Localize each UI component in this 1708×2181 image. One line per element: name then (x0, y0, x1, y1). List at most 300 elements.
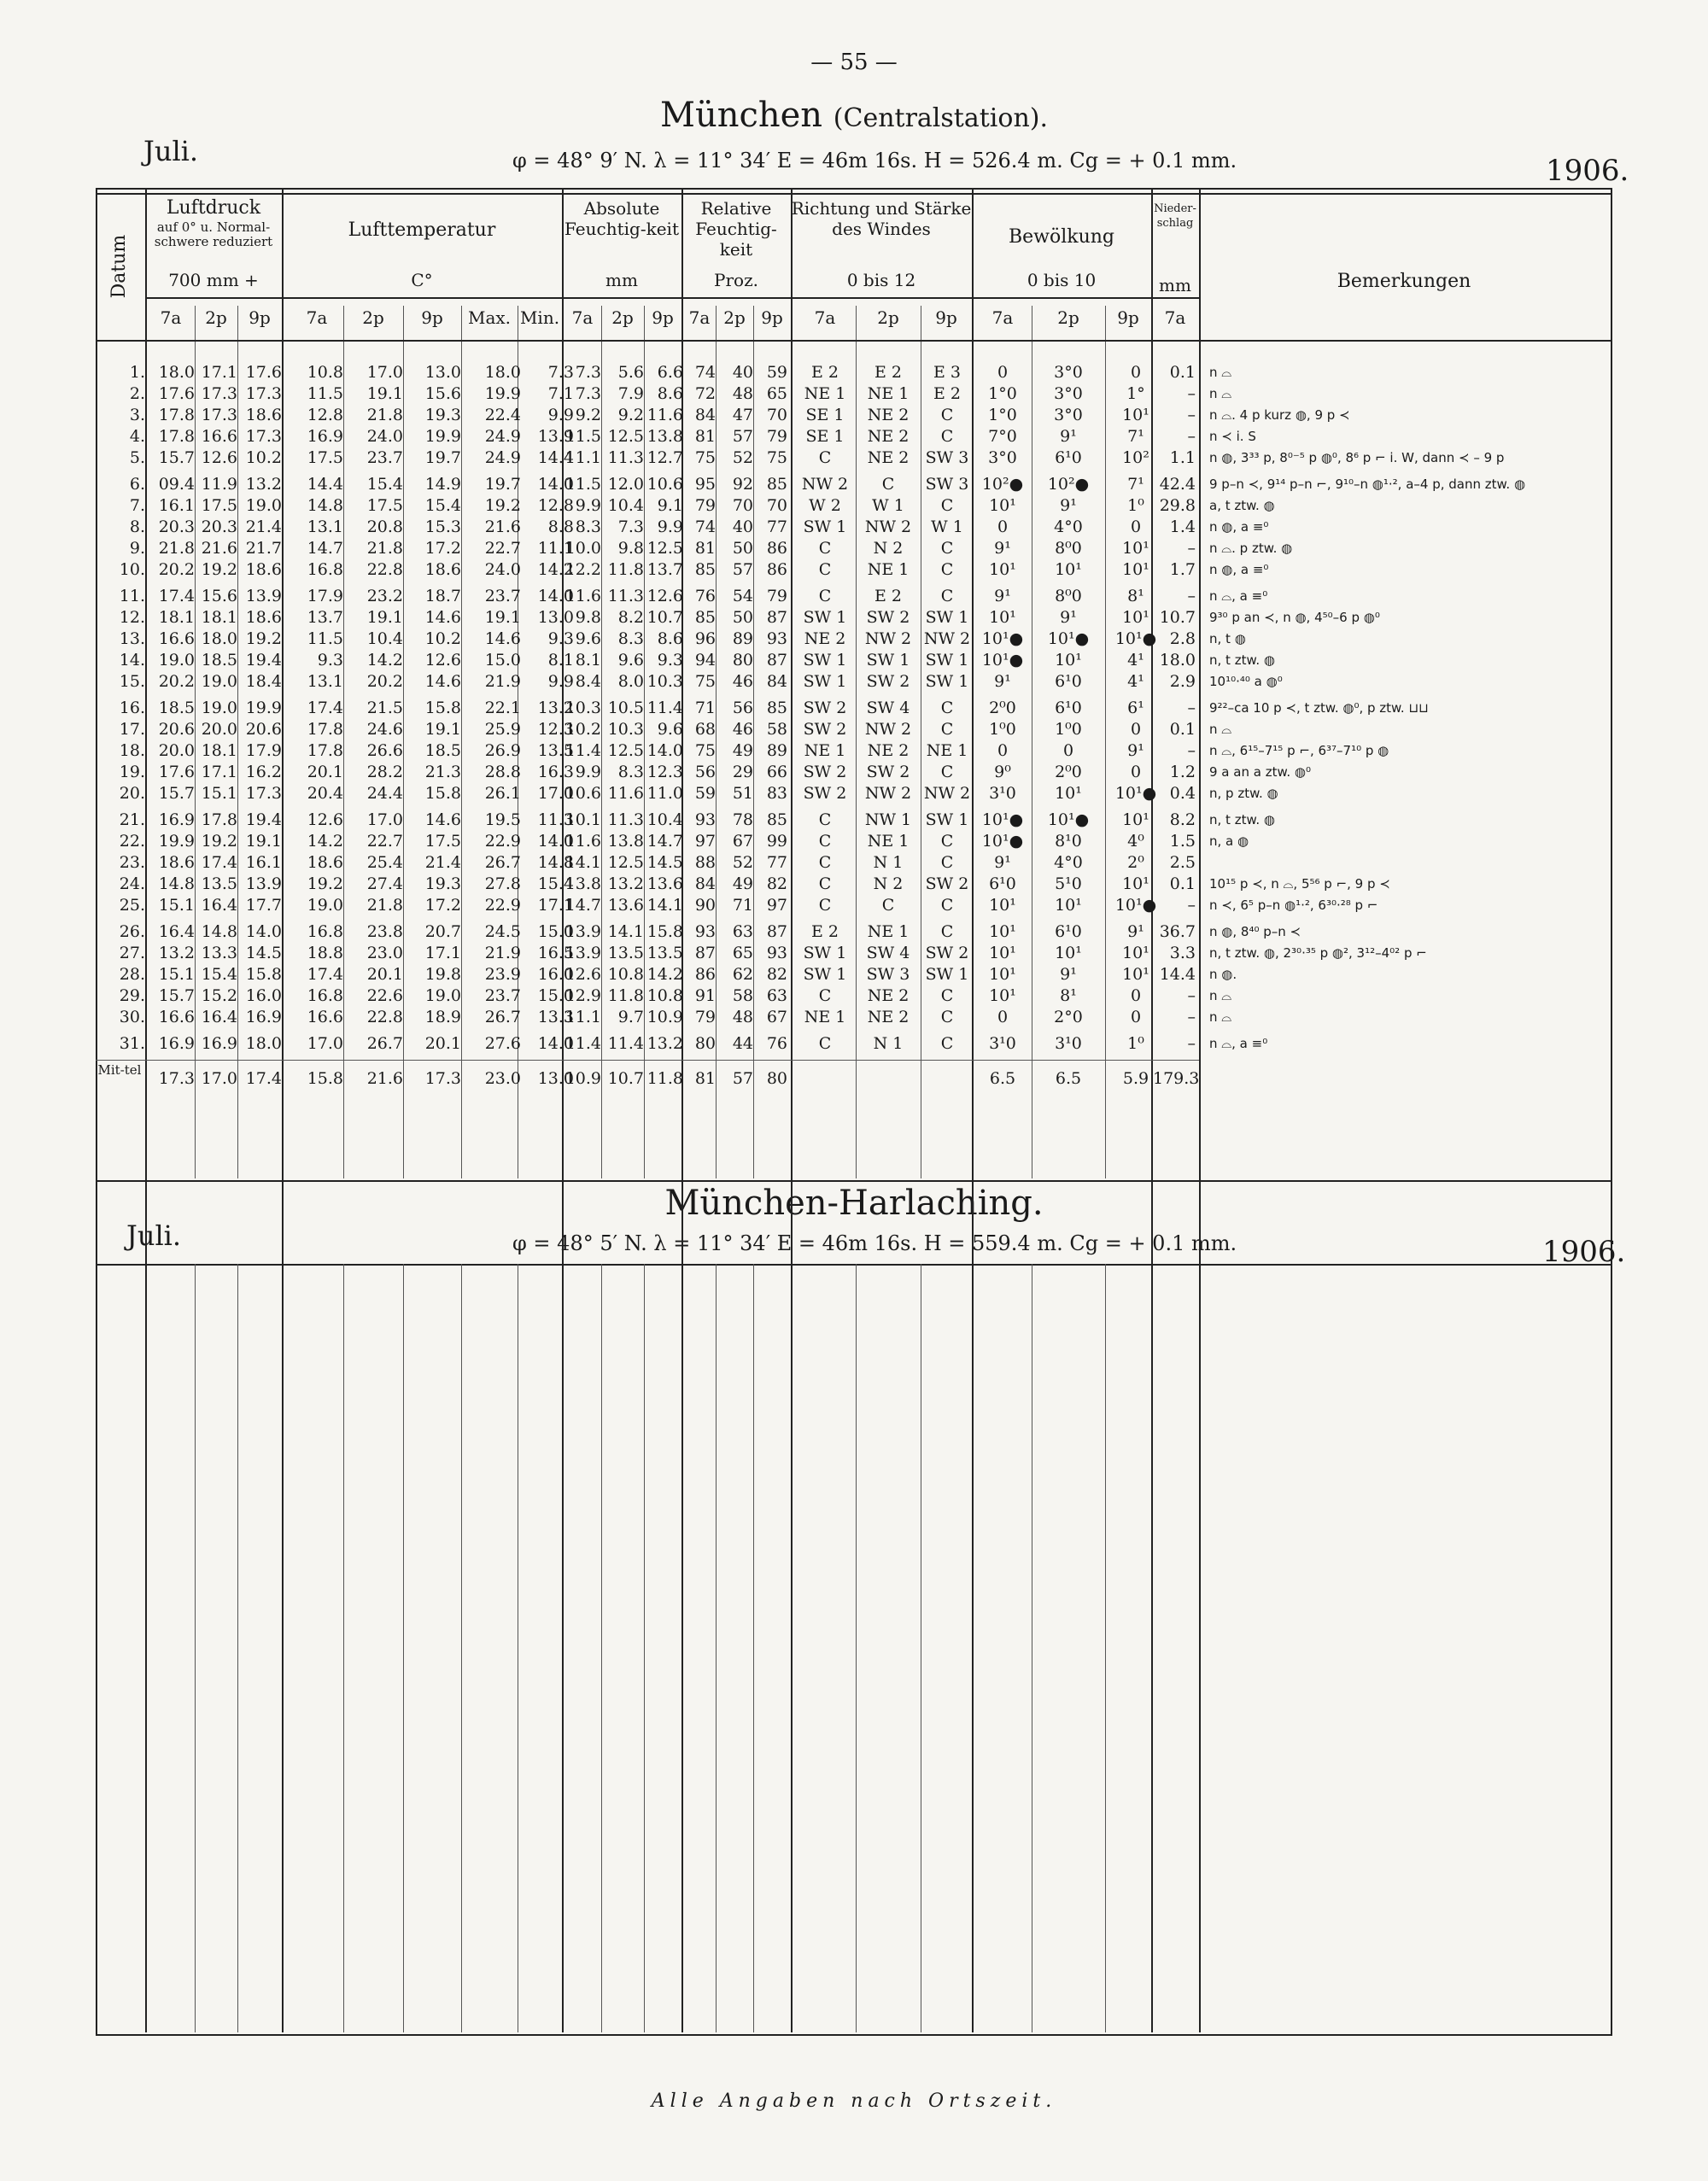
table-cell: E 2 (874, 587, 902, 605)
table-cell: 15.4 (201, 965, 237, 984)
table-cell: 18.8 (307, 944, 343, 962)
header-nied-unit: mm (1159, 275, 1191, 295)
table-cell: 17.3 (245, 427, 282, 446)
col-header: 9p (421, 307, 443, 328)
table-cell: 95 (694, 475, 716, 494)
table-cell: 13.2 (537, 699, 574, 717)
table-cell: 17.4 (201, 853, 237, 872)
table-cell: 13.1 (307, 672, 343, 691)
table-cell: 16.8 (307, 922, 343, 941)
table-cell: 17.2 (424, 539, 461, 558)
table-cell: C (818, 874, 832, 893)
remark-cell: 9²²–ca 10 p ≺, t ztw. ◍⁰, p ztw. ⊔⊔ (1209, 700, 1429, 716)
table-cell: 18.1 (201, 608, 237, 627)
table-cell: 11.4 (564, 1034, 601, 1053)
table-cell: – (1187, 1008, 1196, 1026)
table-cell: 10.8 (307, 363, 343, 382)
column-subrule (716, 1264, 717, 2032)
remark-cell: n, t ztw. ◍ (1209, 812, 1275, 827)
table-cell: 16.6 (201, 427, 237, 446)
table-cell: 14.4 (537, 448, 574, 467)
table-cell: 10.9 (646, 1008, 683, 1026)
table-cell: 21.7 (245, 539, 282, 558)
table-cell: 88 (694, 853, 716, 872)
table-cell: NE 1 (867, 922, 910, 941)
table-cell: – (1187, 741, 1196, 760)
header-rel-unit: Proz. (714, 270, 758, 290)
table-cell: 67 (732, 832, 753, 851)
table-cell: 26.7 (366, 1034, 403, 1053)
table-cell: 16.9 (245, 1008, 282, 1026)
month-label: Juli. (143, 135, 199, 167)
table-cell: 13.9 (245, 874, 282, 893)
column-subrule (644, 1264, 645, 2032)
table-cell: 27.8 (484, 874, 521, 893)
table-cell: 7.1 (547, 384, 574, 403)
table-cell: 9¹ (1127, 922, 1144, 941)
table-cell: 11.4 (646, 699, 683, 717)
table-cell: 25. (119, 896, 145, 915)
table-cell: 11.1 (537, 539, 574, 558)
table-cell: 9.2 (575, 406, 601, 424)
table-cell: 14.0 (537, 475, 574, 494)
table-cell: NE 2 (867, 741, 910, 760)
column-subrule (1105, 1264, 1106, 2032)
column-subrule (343, 1264, 344, 2032)
table-cell: 19.1 (366, 384, 403, 403)
table-cell: 19.0 (245, 496, 282, 515)
remark-cell: n, t ◍ (1209, 631, 1246, 646)
col-header: 7a (814, 307, 836, 328)
table-cell: 18.6 (245, 608, 282, 627)
table-cell: N 2 (873, 874, 904, 893)
column-rule (791, 188, 793, 2032)
table-cell: 8.3 (617, 629, 644, 648)
table-cell: 6. (129, 475, 145, 494)
table-cell: N 1 (873, 1034, 904, 1053)
table-cell: 8.6 (657, 384, 683, 403)
table-cell: 15.0 (537, 986, 574, 1005)
table-cell: 18.4 (245, 672, 282, 691)
table-cell: 71 (694, 699, 716, 717)
table-cell: 10¹ (1055, 560, 1082, 579)
table-cell: SW 1 (925, 651, 969, 670)
table-cell: 16.4 (201, 1008, 237, 1026)
table-cell: 10¹ (1055, 896, 1082, 915)
table-cell: 19.7 (484, 475, 521, 494)
table-cell: 92 (732, 475, 753, 494)
table-cell: NE 2 (867, 406, 910, 424)
table-cell: NW 2 (923, 784, 971, 803)
table-cell: 14.2 (537, 560, 574, 579)
mittel-cell: 57 (732, 1069, 753, 1088)
col-header: 2p (723, 307, 746, 328)
table-cell: SW 2 (803, 699, 847, 717)
month-label-2: Juli. (126, 1219, 182, 1252)
table-cell: 44 (732, 1034, 753, 1053)
table-cell: 17.3 (245, 784, 282, 803)
table-cell: 56 (694, 763, 716, 781)
table-cell: 16.1 (158, 496, 195, 515)
table-cell: 14.8 (307, 496, 343, 515)
mittel-cell (794, 1068, 856, 1090)
table-cell: 10¹● (1114, 629, 1157, 648)
table-cell: 10¹ (1122, 406, 1149, 424)
table-cell: 0 (1130, 1008, 1142, 1026)
table-cell: 30. (119, 1008, 145, 1026)
table-cell: SW 1 (803, 517, 847, 536)
col-header: 7a (688, 307, 711, 328)
table-cell: 85 (694, 560, 716, 579)
table-cell: 79 (694, 1008, 716, 1026)
table-cell: C (940, 587, 954, 605)
remark-cell: n ≺ i. S (1209, 429, 1256, 444)
table-cell: 8.2 (1169, 810, 1196, 829)
table-cell: 22.6 (366, 986, 403, 1005)
table-cell: 14.5 (646, 853, 683, 872)
table-cell: 16.3 (537, 763, 574, 781)
table-cell: 19. (119, 763, 145, 781)
table-cell: 3°0 (1054, 384, 1083, 403)
table-cell: 9.6 (617, 651, 644, 670)
table-cell: 12.5 (607, 853, 644, 872)
table-cell: 8⁰0 (1055, 539, 1082, 558)
table-cell: SW 2 (866, 608, 910, 627)
table-cell: 17.3 (201, 384, 237, 403)
table-cell: 10.6 (646, 475, 683, 494)
table-cell: 59 (694, 784, 716, 803)
table-cell: 65 (766, 384, 787, 403)
table-cell: SE 1 (805, 406, 845, 424)
table-cell: 3¹0 (1055, 1034, 1082, 1053)
table-cell: 9.9 (657, 517, 683, 536)
table-cell: 8.4 (575, 672, 601, 691)
table-cell: 12.5 (607, 427, 644, 446)
table-cell: 10¹● (1047, 629, 1090, 648)
table-cell: 15.1 (201, 784, 237, 803)
table-cell: 9.9 (575, 496, 601, 515)
table-cell: NW 2 (864, 784, 912, 803)
table-cell: 12.6 (564, 965, 601, 984)
table-cell: 13.2 (607, 874, 644, 893)
remark-cell: n ⌓ (1209, 386, 1232, 401)
mittel-cell (856, 1068, 921, 1090)
table-cell: 13.9 (245, 587, 282, 605)
table-cell: 16.4 (158, 922, 195, 941)
table-cell: 9¹ (1060, 608, 1077, 627)
table-cell: 15.7 (158, 448, 195, 467)
table-cell: 14.0 (537, 587, 574, 605)
mittel-cell: 17.3 (158, 1069, 195, 1088)
table-cell: 9.2 (617, 406, 644, 424)
table-cell: C (818, 896, 832, 915)
table-cell: 62 (732, 965, 753, 984)
table-cell: 15.8 (245, 965, 282, 984)
table-cell: 10.4 (366, 629, 403, 648)
table-cell: 14.6 (424, 810, 461, 829)
table-cell: 1.7 (1169, 560, 1196, 579)
col-header: 7a (571, 307, 594, 328)
table-cell: 10¹ (989, 965, 1016, 984)
table-cell: 77 (766, 517, 787, 536)
remark-cell: n ≺, 6⁵ p–n ◍¹·², 6³⁰·²⁸ p ⌐ (1209, 898, 1378, 913)
mittel-cell: 10.9 (564, 1069, 601, 1088)
remark-cell: 9³⁰ p an ≺, n ◍, 4⁵⁰–6 p ◍⁰ (1209, 610, 1380, 625)
table-cell: NE 2 (867, 427, 910, 446)
table-cell: 10.2 (424, 629, 461, 648)
table-cell: 22.7 (366, 832, 403, 851)
table-cell: 14.2 (366, 651, 403, 670)
table-cell: 11.4 (607, 1034, 644, 1053)
table-cell: 18.5 (424, 741, 461, 760)
table-cell: 31. (119, 1034, 145, 1053)
table-cell: 85 (766, 810, 787, 829)
mittel-cell: 11.8 (646, 1069, 683, 1088)
table-cell: 16.5 (537, 944, 574, 962)
header-luftdruck-note: auf 0° u. Normal-schwere reduziert (154, 219, 273, 249)
table-cell: 8⁰0 (1055, 587, 1082, 605)
table-cell: C (818, 832, 832, 851)
col-header: 2p (877, 307, 899, 328)
table-cell: 0.1 (1169, 363, 1196, 382)
table-cell: 17.0 (307, 1034, 343, 1053)
header-temp-unit: C° (411, 270, 433, 290)
table-cell: 6¹ (1127, 699, 1144, 717)
table-cell: C (940, 496, 954, 515)
table-cell: 14.2 (646, 965, 683, 984)
table-cell: – (1187, 539, 1196, 558)
table-cell: 16.4 (201, 896, 237, 915)
table-cell: 14.7 (307, 539, 343, 558)
table-cell: 26.7 (484, 853, 521, 872)
table-cell: 48 (732, 384, 753, 403)
table-cell: 21.8 (366, 896, 403, 915)
table-cell: 11.3 (607, 587, 644, 605)
table-cell: 10.1 (564, 810, 601, 829)
col-header: 2p (362, 307, 384, 328)
table-cell: E 2 (811, 922, 839, 941)
remark-cell: n, t ztw. ◍ (1209, 652, 1275, 668)
mittel-cell: 10.7 (607, 1069, 644, 1088)
header-niederschlag: Nieder-schlag (1154, 202, 1196, 230)
table-cell: 78 (732, 810, 753, 829)
table-cell: 13.5 (201, 874, 237, 893)
mittel-cell: 17.3 (424, 1069, 461, 1088)
table-cell: C (940, 986, 954, 1005)
table-cell: SW 2 (925, 944, 969, 962)
table-cell: 9.6 (657, 720, 683, 739)
table-cell: 17.5 (307, 448, 343, 467)
table-cell: 11.6 (646, 406, 683, 424)
table-cell: 26.9 (484, 741, 521, 760)
table-cell: 19.3 (424, 874, 461, 893)
table-cell: 17.1 (424, 944, 461, 962)
table-cell: 14.8 (537, 853, 574, 872)
table-cell: 12.2 (564, 560, 601, 579)
table-cell: 21. (119, 810, 145, 829)
table-cell: 27.4 (366, 874, 403, 893)
table-cell: 70 (766, 406, 787, 424)
table-cell: 3¹0 (989, 784, 1016, 803)
table-cell: 40 (732, 517, 753, 536)
table-cell: 3°0 (988, 448, 1017, 467)
table-cell: 13.5 (646, 944, 683, 962)
table-cell: 21.9 (484, 672, 521, 691)
table-cell: 20.6 (245, 720, 282, 739)
table-cell: SW 1 (803, 944, 847, 962)
table-cell: 10¹ (1122, 560, 1149, 579)
table-cell: 6¹0 (1055, 448, 1082, 467)
table-cell: 9.6 (575, 629, 601, 648)
table-cell: 12.3 (537, 720, 574, 739)
table-cell: 11.3 (537, 810, 574, 829)
mittel-cell: 13.0 (537, 1069, 574, 1088)
table-cell: SW 2 (866, 672, 910, 691)
table-cell: 21.8 (158, 539, 195, 558)
table-cell: 4°0 (1054, 853, 1083, 872)
table-cell: 10.5 (607, 699, 644, 717)
table-cell: 26.7 (484, 1008, 521, 1026)
table-cell: 9¹ (994, 539, 1011, 558)
table-cell: 10¹ (989, 560, 1016, 579)
table-cell: C (940, 406, 954, 424)
table-cell: 8¹ (1127, 587, 1144, 605)
table-cell: 14.4 (307, 475, 343, 494)
table-cell: C (818, 986, 832, 1005)
table-cell: 14.8 (201, 922, 237, 941)
table-cell: 18.0 (484, 363, 521, 382)
table-cell: 19.0 (424, 986, 461, 1005)
year-label-2: 1906. (1542, 1235, 1626, 1269)
table-cell: 49 (732, 874, 753, 893)
table-cell: 12.6 (307, 810, 343, 829)
table-cell: 20.2 (158, 672, 195, 691)
table-cell: 15.7 (158, 986, 195, 1005)
col-header: 7a (160, 307, 182, 328)
table-cell: C (881, 475, 895, 494)
table-cell: 14.0 (646, 741, 683, 760)
table-cell: SW 1 (866, 651, 910, 670)
table-cell: 12.6 (646, 587, 683, 605)
table-cell: 24.4 (366, 784, 403, 803)
footer-note: Alle Angaben nach Ortszeit. (651, 2090, 1057, 2112)
table-cell: 22.8 (366, 1008, 403, 1026)
table-cell: 8¹0 (1055, 832, 1082, 851)
table-cell: 1.2 (1169, 763, 1196, 781)
table-cell: 12.6 (201, 448, 237, 467)
table-cell: 9.9 (547, 406, 574, 424)
table-cell: 0 (1130, 720, 1142, 739)
table-cell: – (1187, 1034, 1196, 1053)
table-cell: C (940, 763, 954, 781)
table-cell: 49 (732, 741, 753, 760)
table-cell: 1. (129, 363, 145, 382)
table-cell: 89 (732, 629, 753, 648)
table-cell: 5. (129, 448, 145, 467)
table-cell: 75 (694, 448, 716, 467)
table-cell: 87 (766, 608, 787, 627)
remark-cell: n ◍, a ≡⁰ (1209, 562, 1269, 577)
table-cell: 58 (732, 986, 753, 1005)
table-cell: 20.3 (158, 517, 195, 536)
table-cell: 20. (119, 784, 145, 803)
table-cell: NE 1 (867, 832, 910, 851)
table-cell: 86 (766, 539, 787, 558)
table-cell: 14.1 (646, 896, 683, 915)
table-cell: SW 1 (803, 608, 847, 627)
table-cell: 6¹0 (989, 874, 1016, 893)
table-cell: 16.0 (245, 986, 282, 1005)
table-cell: 0 (1130, 986, 1142, 1005)
table-cell: SW 4 (866, 699, 910, 717)
table-cell: 19.2 (245, 629, 282, 648)
table-cell: 87 (694, 944, 716, 962)
table-cell: 1⁰ (1127, 1034, 1144, 1053)
table-cell: C (881, 896, 895, 915)
table-cell: 10¹● (981, 810, 1024, 829)
page-number: — 55 — (810, 50, 898, 75)
table-cell: 22.1 (484, 699, 521, 717)
table-cell: 74 (694, 517, 716, 536)
table-cell: 52 (732, 853, 753, 872)
table-cell: SW 1 (803, 965, 847, 984)
remark-cell: n ⌓ (1209, 988, 1232, 1003)
table-cell: 16.2 (245, 763, 282, 781)
table-cell: 11.3 (607, 810, 644, 829)
table-cell: 9.3 (547, 629, 574, 648)
table-cell: 1⁰ (1127, 496, 1144, 515)
col-header: 9p (1117, 307, 1139, 328)
table-cell: 28.8 (484, 763, 521, 781)
section-divider-2 (96, 1264, 1612, 1266)
table-cell: 19.9 (158, 832, 195, 851)
table-cell: 15.4 (366, 475, 403, 494)
table-cell: C (940, 896, 954, 915)
table-cell: 10¹ (989, 944, 1016, 962)
table-cell: C (940, 1034, 954, 1053)
table-cell: SW 1 (925, 810, 969, 829)
table-cell: 20.0 (158, 741, 195, 760)
table-cell: 14. (119, 651, 145, 670)
table-cell: 16.8 (307, 986, 343, 1005)
col-header: 2p (611, 307, 634, 328)
table-cell: 11.5 (564, 427, 601, 446)
table-cell: 16.6 (158, 629, 195, 648)
header-bemerkungen: Bemerkungen (1337, 271, 1471, 292)
table-cell: SW 2 (803, 763, 847, 781)
column-subrule (753, 1264, 754, 2032)
header-bewoelkung: Bewölkung (1008, 226, 1115, 248)
table-cell: 10² (1122, 448, 1149, 467)
table-cell: C (940, 832, 954, 851)
table-cell: 14.6 (424, 672, 461, 691)
table-cell: 87 (766, 922, 787, 941)
table-cell: 25.4 (366, 853, 403, 872)
table-cell: 21.6 (201, 539, 237, 558)
table-cell: 15.3 (424, 517, 461, 536)
table-cell: 15.6 (424, 384, 461, 403)
mittel-cell: 17.4 (245, 1069, 282, 1088)
table-cell: E 2 (933, 384, 961, 403)
table-cell: 21.3 (424, 763, 461, 781)
table-cell: 82 (766, 874, 787, 893)
table-cell: NW 2 (864, 517, 912, 536)
table-cell: C (940, 922, 954, 941)
table-cell: 11.3 (607, 448, 644, 467)
table-cell: 9.3 (317, 651, 343, 670)
table-cell: NE 1 (926, 741, 968, 760)
table-cell: SW 1 (803, 672, 847, 691)
